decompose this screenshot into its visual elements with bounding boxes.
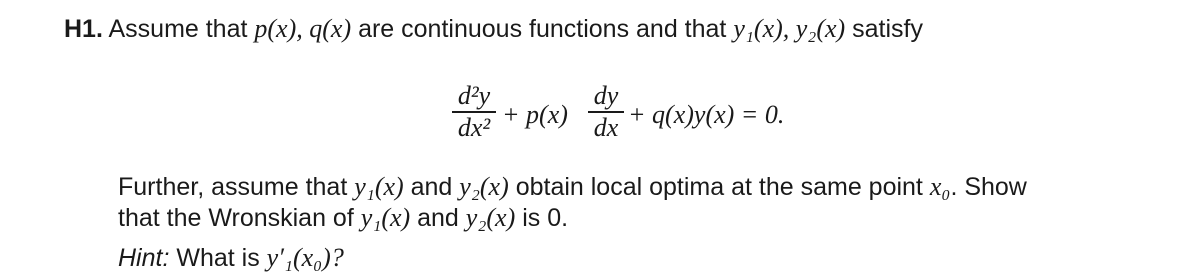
first-derivative-denominator: dx: [593, 112, 619, 142]
statement-line2-prefix: that the Wronskian of: [118, 204, 354, 232]
statement-and: and: [410, 173, 453, 201]
hint-expression: y′₁(x₀)?: [266, 243, 344, 272]
statement-line2-y1: y₁(x): [360, 203, 411, 232]
hint-text: What is: [176, 244, 260, 272]
intro-middle: are continuous functions and that: [358, 15, 727, 43]
hint-label: Hint:: [118, 244, 170, 272]
hint-line: [118, 243, 344, 273]
statement-part2: obtain local optima at the same point: [515, 173, 923, 201]
p-term: + p(x): [502, 100, 568, 129]
equation-tail: + q(x)y(x) = 0.: [628, 100, 785, 129]
first-derivative-fraction: [588, 82, 624, 142]
statement-line2-y2: y₂(x): [465, 203, 516, 232]
statement-y1: y₁(x): [354, 172, 404, 201]
statement-line-1: [118, 172, 1027, 202]
second-derivative-denominator: dx²: [457, 112, 491, 142]
statement-line2-and: and: [417, 204, 459, 232]
intro-suffix: satisfy: [852, 15, 924, 43]
intro-prefix: Assume that: [108, 15, 248, 43]
statement-x0: x₀: [929, 172, 951, 201]
first-derivative-numerator: dy: [593, 81, 619, 110]
statement-part3: . Show: [950, 173, 1027, 201]
statement-y2: y₂(x): [459, 172, 509, 201]
problem-intro-line: [64, 14, 923, 44]
problem-label: H1.: [64, 15, 103, 43]
second-derivative-fraction: [452, 82, 496, 142]
second-derivative-numerator: d²y: [457, 81, 491, 110]
statement-line-2: [118, 203, 568, 233]
intro-solutions: y₁(x), y₂(x): [733, 14, 846, 43]
intro-functions: p(x), q(x): [254, 14, 352, 43]
statement-part1: Further, assume that: [118, 173, 348, 201]
statement-line2-suffix: is 0.: [522, 204, 569, 232]
